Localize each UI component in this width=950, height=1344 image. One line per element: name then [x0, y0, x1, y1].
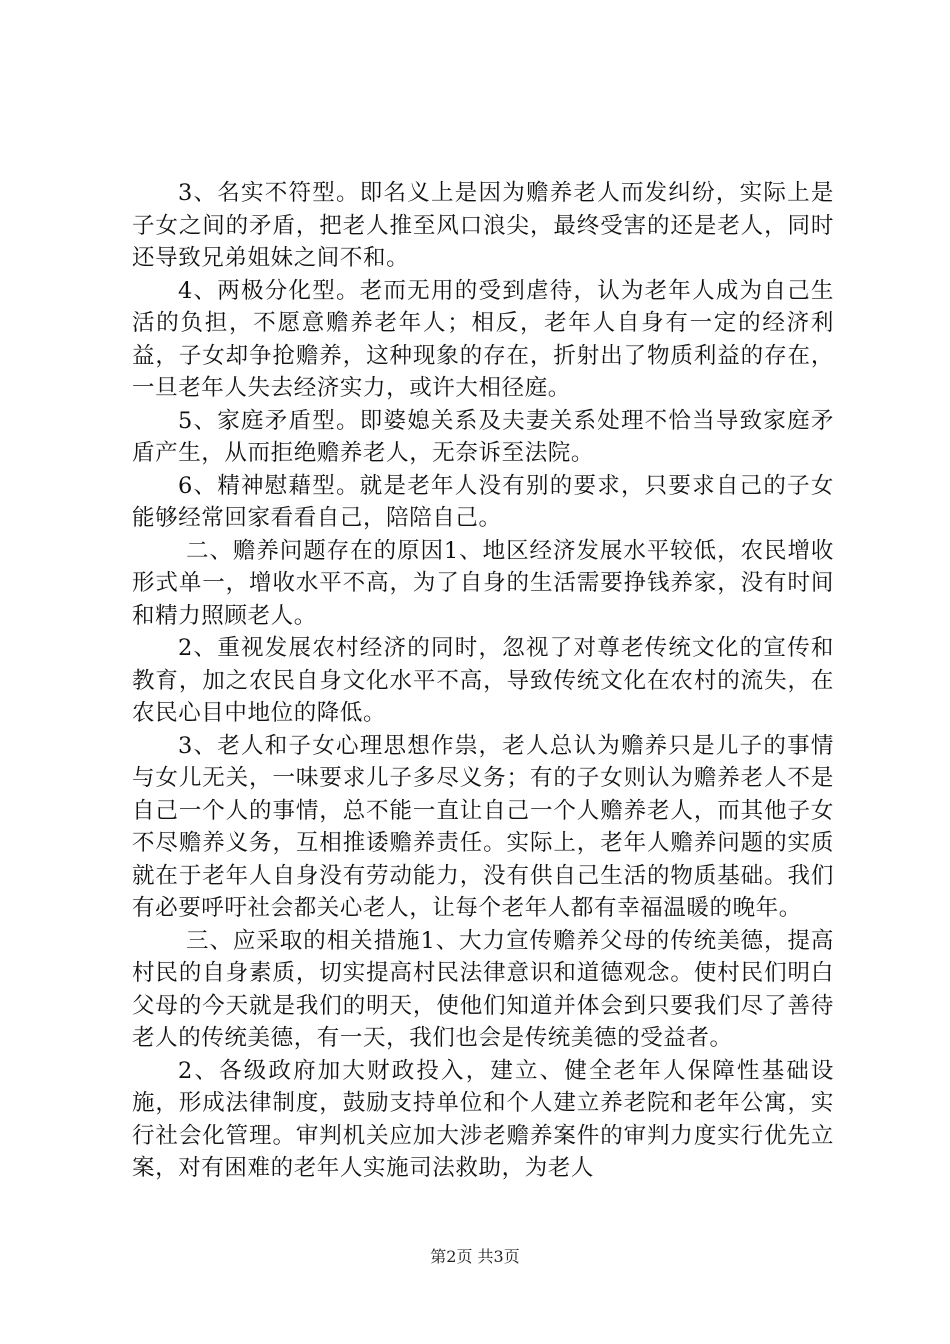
paragraph-type-5: 5、家庭矛盾型。即婆媳关系及夫妻关系处理不恰当导致家庭矛盾产生，从而拒绝赡养老人，无奈诉至法院。: [132, 407, 834, 466]
paragraph-section-3: 三、应采取的相关措施1、大力宣传赡养父母的传统美德，提高村民的自身素质，切实提高村民法律意识和道德观念。使村民们明白父母的今天就是我们的明天，使他们知道并体会到只要我们尽了善待老人的传统美德，有一天，我们也会是传统美德的受益者。: [132, 927, 834, 1051]
paragraph-type-4: 4、两极分化型。老而无用的受到虐待，认为老年人成为自己生活的负担，不愿意赡养老年人；相反，老年人自身有一定的经济利益，子女却争抢赡养，这种现象的存在，折射出了物质利益的存在，一旦老年人失去经济实力，或许大相径庭。: [132, 277, 834, 401]
paragraph-cause-3: 3、老人和子女心理思想作祟，老人总认为赡养只是儿子的事情与女儿无关，一味要求儿子多尽义务；有的子女则认为赡养老人不是自己一个人的事情，总不能一直让自己一个人赡养老人，而其他子女不尽赡养义务，互相推诿赡养责任。实际上，老年人赡养问题的实质就在于老年人自身没有劳动能力，没有供自己生活的物质基础。我们有必要呼吁社会都关心老人，让每个老年人都有幸福温暖的晚年。: [132, 732, 834, 921]
paragraph-cause-2: 2、重视发展农村经济的同时，忽视了对尊老传统文化的宣传和教育，加之农民自身文化水平不高，导致传统文化在农村的流失，在农民心目中地位的降低。: [132, 635, 834, 726]
page-number-footer: 第2页 共3页: [430, 1247, 520, 1266]
paragraph-measure-2: 2、各级政府加大财政投入，建立、健全老年人保障性基础设施，形成法律制度，鼓励支持单位和个人建立养老院和老年公寓，实行社会化管理。审判机关应加大涉老赡养案件的审判力度实行优先立案，对有困难的老年人实施司法救助，为老人: [132, 1057, 834, 1181]
document-body: [132, 177, 834, 1185]
paragraph-type-3: 3、名实不符型。即名义上是因为赡养老人而发纠纷，实际上是子女之间的矛盾，把老人推至风口浪尖，最终受害的还是老人，同时还导致兄弟姐妹之间不和。: [132, 180, 834, 271]
paragraph-type-6: 6、精神慰藉型。就是老年人没有别的要求，只要求自己的子女能够经常回家看看自己，陪陪自己。: [132, 472, 834, 531]
paragraph-section-2: 二、赡养问题存在的原因1、地区经济发展水平较低，农民增收形式单一，增收水平不高，为了自身的生活需要挣钱养家，没有时间和精力照顾老人。: [132, 537, 834, 629]
